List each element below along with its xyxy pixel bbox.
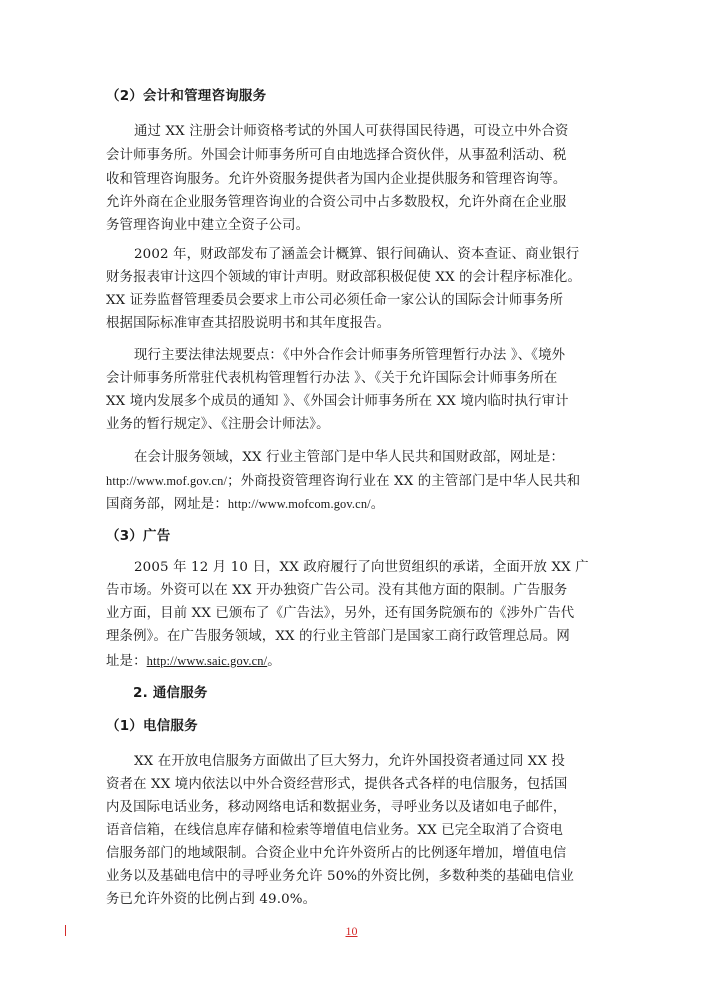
section-heading-telecom: （1）电信服务 bbox=[106, 718, 198, 734]
paragraph-line: 允许外商在企业服务管理咨询业的合资公司中占多数股权，允许外商在企业服 bbox=[106, 195, 567, 210]
paragraph-line: 根据国际标准审查其招股说明书和其年度报告。 bbox=[106, 316, 391, 331]
page-number: 10 bbox=[345, 924, 358, 938]
saic-link[interactable]: http://www.saic.gov.cn/ bbox=[146, 654, 268, 668]
paragraph-line: 务已允许外资的比例占到 49.0%。 bbox=[106, 892, 317, 907]
paragraph-line: 业方面，目前 XX 已颁布了《广告法》，另外，还有国务院颁布的《涉外广告代 bbox=[106, 606, 575, 621]
paragraph-line bbox=[106, 494, 600, 515]
paragraph-line: 财务报表审计这四个领域的审计声明。财政部积极促使 XX 的会计程序标准化。 bbox=[106, 270, 582, 285]
paragraph-line: 资者在 XX 境内依法以中外合资经营形式，提供各式各样的电信服务，包括国 bbox=[106, 777, 568, 792]
paragraph-line: 通过 XX 注册会计师资格考试的外国人可获得国民待遇，可设立中外合资 bbox=[134, 124, 569, 139]
paragraph-text: 。 bbox=[370, 497, 385, 512]
section-heading-communications: 2. 通信服务 bbox=[133, 685, 208, 701]
paragraph-line: 收和管理咨询服务。允许外资服务提供者为国内企业提供服务和管理咨询等。 bbox=[106, 172, 567, 187]
paragraph-text: 址是： bbox=[106, 654, 147, 669]
section-heading-accounting-consulting: （2）会计和管理咨询服务 bbox=[106, 88, 267, 104]
paragraph-line: XX 境内发展多个成员的通知 》、《外国会计师事务所在 XX 境内临时执行审计 bbox=[106, 394, 569, 409]
paragraph-line: 2005 年 12 月 10 日，XX 政府履行了向世贸组织的承诺，全面开放 XX 广 bbox=[134, 560, 589, 575]
paragraph-line: 会计师事务所。外国会计师事务所可自由地选择合资伙伴，从事盈利活动、税 bbox=[106, 148, 567, 163]
paragraph-text: 国商务部，网址是： bbox=[106, 497, 228, 512]
paragraph-line: 理条例》。在广告服务领域，XX 的行业主管部门是国家工商行政管理总局。网 bbox=[106, 629, 570, 644]
paragraph-line: 业务以及基础电信中的寻呼业务允许 50%的外资比例，多数种类的基础电信业 bbox=[106, 869, 574, 884]
mof-url-text: http://www.mof.gov.cn/ bbox=[106, 474, 228, 488]
paragraph-line: XX 证券监督管理委员会要求上市公司必须任命一家公认的国际会计师事务所 bbox=[106, 293, 564, 308]
paragraph-line: 会计师事务所常驻代表机构管理暂行办法 》、《关于允许国际会计师事务所在 bbox=[106, 371, 558, 386]
paragraph-line: 内及国际电话业务，移动网络电话和数据业务，寻呼业务以及诸如电子邮件， bbox=[106, 800, 567, 815]
paragraph-line bbox=[106, 651, 600, 672]
paragraph-line: 务管理咨询业中建立全资子公司。 bbox=[106, 218, 310, 233]
paragraph-line: 告市场。外资可以在 XX 开办独资广告公司。没有其他方面的限制。广告服务 bbox=[106, 583, 568, 598]
paragraph-text: 。 bbox=[267, 654, 281, 669]
mofcom-url-text: http://www.mofcom.gov.cn/ bbox=[227, 497, 371, 511]
paragraph-line: 信服务部门的地域限制。合资企业中允许外资所占的比例逐年增加，增值电信 bbox=[106, 846, 567, 861]
paragraph-line: 现行主要法律法规要点：《中外合作会计师事务所管理暂行办法 》、《境外 bbox=[134, 348, 566, 363]
paragraph-line: 语音信箱，在线信息库存储和检索等增值电信业务。XX 已完全取消了合资电 bbox=[106, 823, 564, 838]
section-heading-advertising: （3）广告 bbox=[106, 528, 171, 544]
paragraph-line: 2002 年，财政部发布了涵盖会计概算、银行间确认、资本查证、商业银行 bbox=[134, 247, 580, 262]
paragraph-line: 在会计服务领域，XX 行业主管部门是中华人民共和国财政部，网址是： bbox=[134, 450, 564, 465]
paragraph-line bbox=[106, 471, 600, 492]
paragraph-line: 业务的暂行规定》、《注册会计师法》。 bbox=[106, 417, 330, 432]
paragraph-line: XX 在开放电信服务方面做出了巨大努力，允许外国投资者通过同 XX 投 bbox=[134, 754, 566, 769]
paragraph-text: ；外商投资管理咨询行业在 XX 的主管部门是中华人民共和 bbox=[227, 474, 581, 489]
